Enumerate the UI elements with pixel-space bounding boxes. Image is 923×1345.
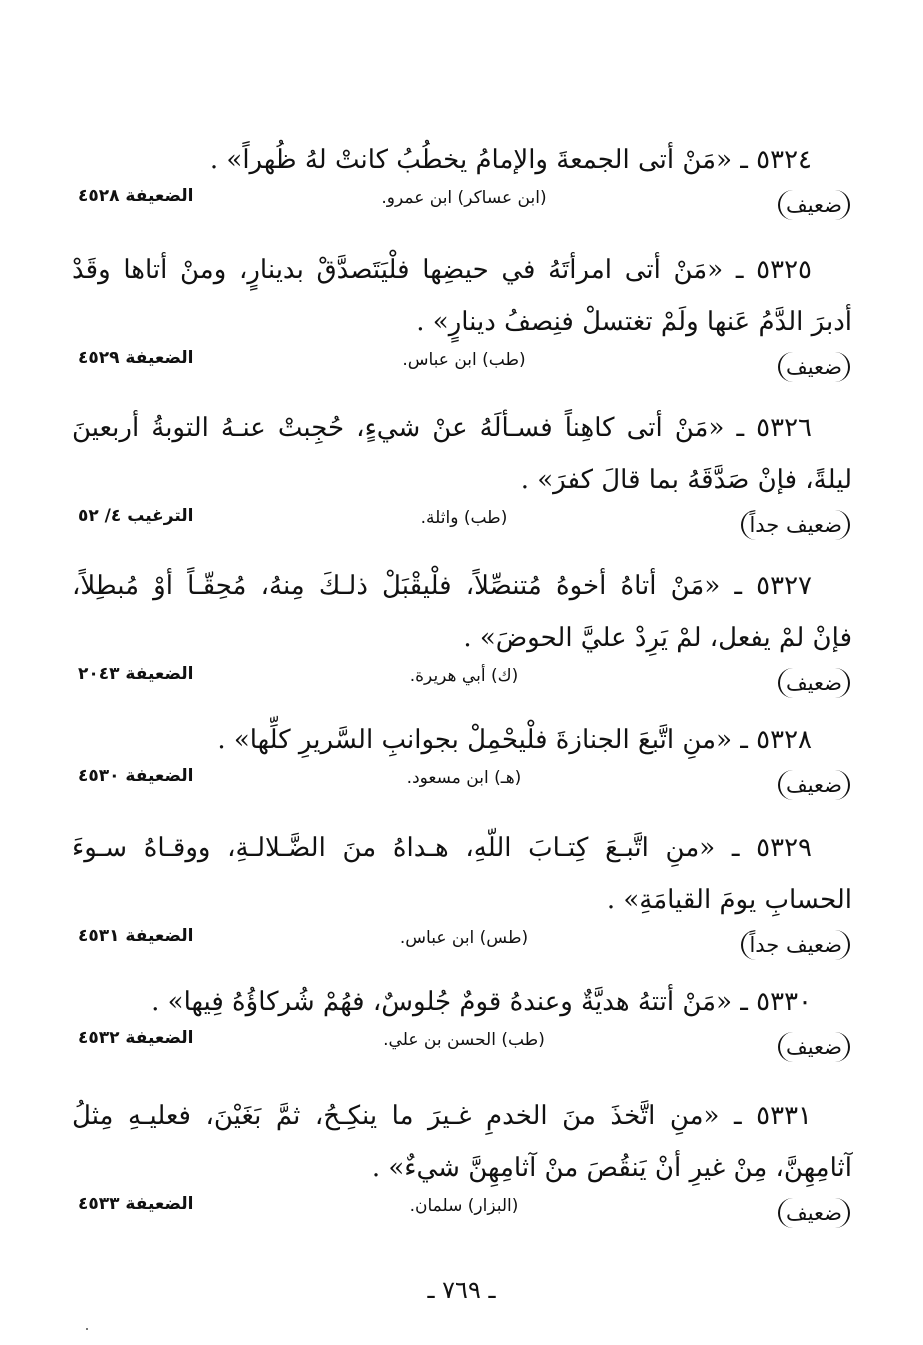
hadith-text-line: ٥٣٢٨ ـ «منِ اتَّبعَ الجنازةَ فلْيحْمِلْ بجوانبِ السَّريرِ كلِّها» . (217, 725, 812, 755)
reference: الترغيب ٤/ ٥٢ (78, 506, 194, 526)
source-citation: (طس) ابن عباس. (399, 928, 529, 948)
reference: الضعيفة ٤٥٣٣ (78, 1194, 194, 1214)
grade-label: ضعيف (778, 190, 850, 220)
grade-label: ضعيف (778, 1032, 850, 1062)
hadith-text-line: أدبرَ الدَّمُ عَنها ولَمْ تغتسلْ فنِصفُ دينارٍ» . (416, 307, 852, 337)
reference: الضعيفة ٤٥٢٩ (78, 348, 194, 368)
grade-label: ضعيف (778, 1198, 850, 1228)
source-citation: (ك) أبي هريرة. (409, 666, 519, 686)
grade-label: ضعيف (778, 770, 850, 800)
entry-meta (72, 506, 852, 546)
source-citation: (طب) ابن عباس. (402, 350, 526, 370)
speck (86, 1328, 88, 1330)
source-citation: (طب) الحسن بن علي. (383, 1030, 545, 1050)
entry-meta (72, 186, 852, 226)
hadith-text-line: الحسابِ يومَ القيامَةِ» . (606, 885, 852, 915)
reference: الضعيفة ٤٥٣١ (78, 926, 194, 946)
hadith-entry (72, 560, 852, 704)
source-citation: (طب) واثلة. (420, 508, 508, 528)
entry-meta (72, 348, 852, 388)
hadith-text-line: ٥٣٢٥ ـ «مَنْ أتى امرأتَهُ في حيضِها فلْيَتَصدَّقْ بدينارٍ، ومنْ أتاها وقَدْ (72, 255, 812, 285)
hadith-text-line: ٥٣٢٦ ـ «مَنْ أتى كاهِناً فسـألَهُ عنْ شيءٍ، حُجِبتْ عنـهُ التوبةُ أربعينَ (72, 413, 812, 443)
hadith-text-line: آثامِهِنَّ، مِنْ غيرِ أنْ يَنقُصَ منْ آثامِهِنَّ شيءٌ» . (371, 1153, 852, 1183)
source-citation: (هـ) ابن مسعود. (406, 768, 522, 788)
hadith-text-line: ليلةً، فإنْ صَدَّقَهُ بما قالَ كفرَ» . (520, 465, 852, 495)
reference: الضعيفة ٤٥٢٨ (78, 186, 194, 206)
grade-label: ضعيف جداً (741, 510, 850, 540)
hadith-text-line: ٥٣٢٩ ـ «منِ اتَّبـعَ كِتـابَ اللّهِ، هـداهُ منَ الضَّـلالـةِ، ووقـاهُ سـوءَ (72, 833, 812, 863)
hadith-text-line: ٥٣٣٠ ـ «مَنْ أتتهُ هديَّةٌ وعندهُ قومٌ جُلوسٌ، فهُمْ شُركاؤُهُ فِيها» . (151, 987, 812, 1017)
source-citation: (البزار) سلمان. (409, 1196, 519, 1216)
hadith-entry (72, 1090, 852, 1234)
reference: الضعيفة ٢٠٤٣ (78, 664, 194, 684)
hadith-text-line: ٥٣٣١ ـ «منِ اتَّخذَ منَ الخدمِ غـيرَ ما ينكِـحُ، ثمَّ بَغَيْنَ، فعليـهِ مِثلُ (72, 1101, 812, 1131)
entry-meta (72, 1028, 852, 1068)
grade-label: ضعيف (778, 352, 850, 382)
hadith-entry (72, 244, 852, 388)
hadith-entry (72, 976, 852, 1068)
page-number: ـ ٧٦٩ ـ (427, 1276, 496, 1304)
hadith-text-line: ٥٣٢٤ ـ «مَنْ أتى الجمعةَ والإمامُ يخطُبُ كانتْ لهُ ظُهراً» . (209, 145, 812, 175)
hadith-text-line: فإنْ لمْ يفعل، لمْ يَرِدْ عليَّ الحوضَ» . (463, 623, 852, 653)
grade-label: ضعيف (778, 668, 850, 698)
hadith-entry (72, 134, 852, 226)
entry-meta (72, 926, 852, 966)
reference: الضعيفة ٤٥٣٢ (78, 1028, 194, 1048)
entry-meta (72, 766, 852, 806)
entry-meta (72, 664, 852, 704)
source-citation: (ابن عساكر) ابن عمرو. (381, 188, 547, 208)
grade-label: ضعيف جداً (741, 930, 850, 960)
hadith-entry (72, 402, 852, 546)
entry-meta (72, 1194, 852, 1234)
hadith-entry (72, 822, 852, 966)
hadith-entry (72, 714, 852, 806)
reference: الضعيفة ٤٥٣٠ (78, 766, 194, 786)
hadith-text-line: ٥٣٢٧ ـ «مَنْ أتاهُ أخوهُ مُتنصِّلاً، فلْيقْبَلْ ذلـكَ مِنهُ، مُحِقّـاً أوْ مُبطِلاً، (72, 571, 812, 601)
